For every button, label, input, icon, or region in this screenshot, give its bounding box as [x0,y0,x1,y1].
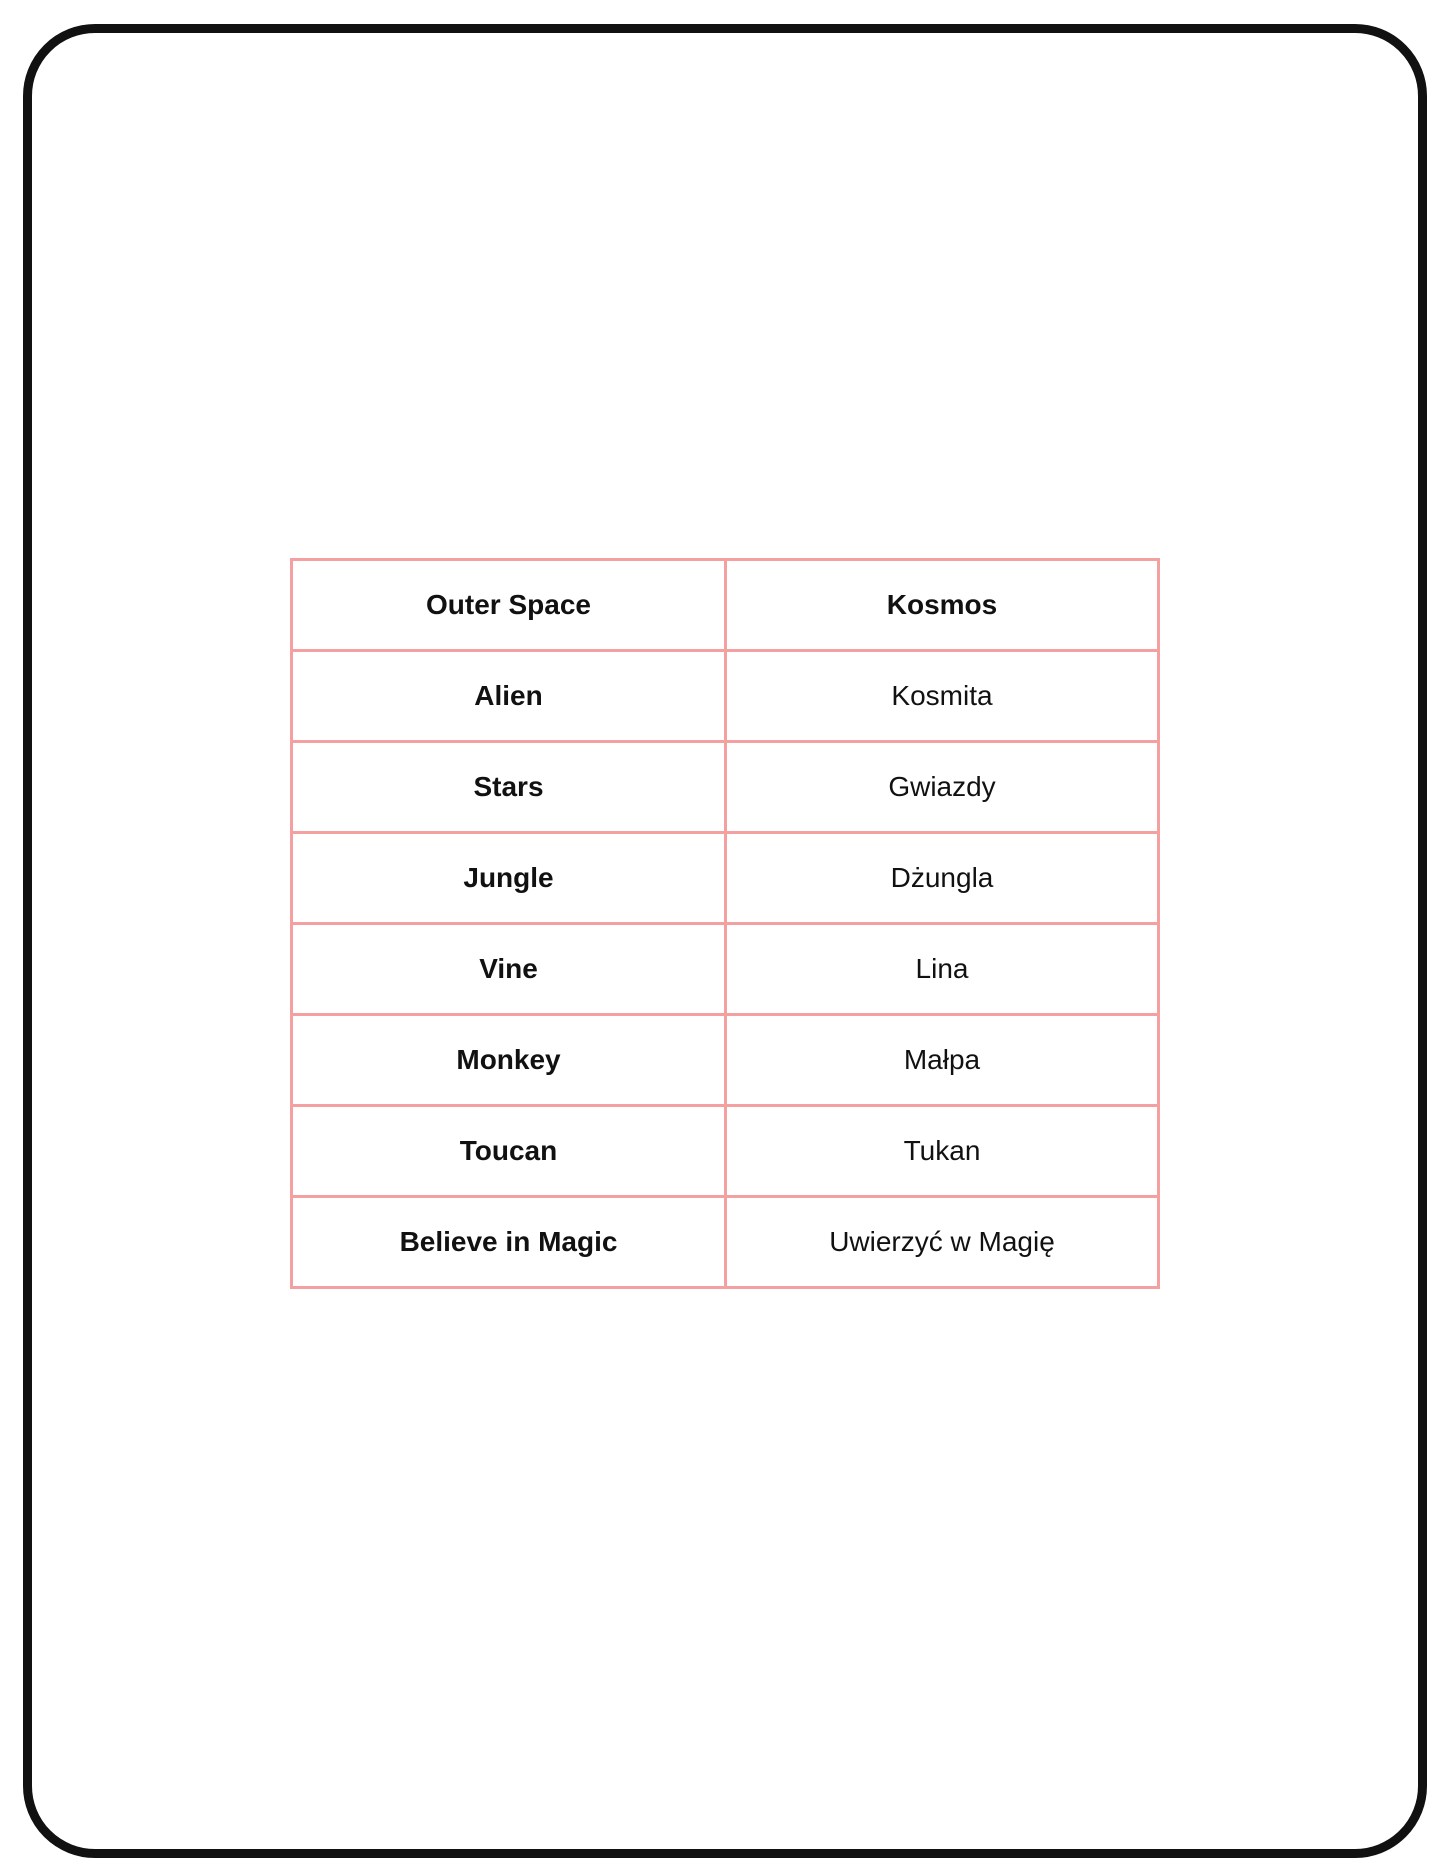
polish-word-cell: Kosmita [726,651,1159,742]
table-row [292,651,1159,742]
english-word-cell: Stars [292,742,726,833]
header-polish-cell: Kosmos [726,560,1159,651]
table-row [292,1106,1159,1197]
table-row [292,1015,1159,1106]
header-english-cell: Outer Space [292,560,726,651]
english-word-cell: Toucan [292,1106,726,1197]
table-row [292,833,1159,924]
english-word-cell: Believe in Magic [292,1197,726,1288]
table-row [292,1197,1159,1288]
polish-word-cell: Gwiazdy [726,742,1159,833]
table-row [292,742,1159,833]
polish-word-cell: Uwierzyć w Magię [726,1197,1159,1288]
vocabulary-table [290,558,1160,1289]
english-word-cell: Alien [292,651,726,742]
english-word-cell: Jungle [292,833,726,924]
table-header-row [292,560,1159,651]
table-row [292,924,1159,1015]
polish-word-cell: Lina [726,924,1159,1015]
polish-word-cell: Dżungla [726,833,1159,924]
english-word-cell: Monkey [292,1015,726,1106]
english-word-cell: Vine [292,924,726,1015]
polish-word-cell: Tukan [726,1106,1159,1197]
polish-word-cell: Małpa [726,1015,1159,1106]
